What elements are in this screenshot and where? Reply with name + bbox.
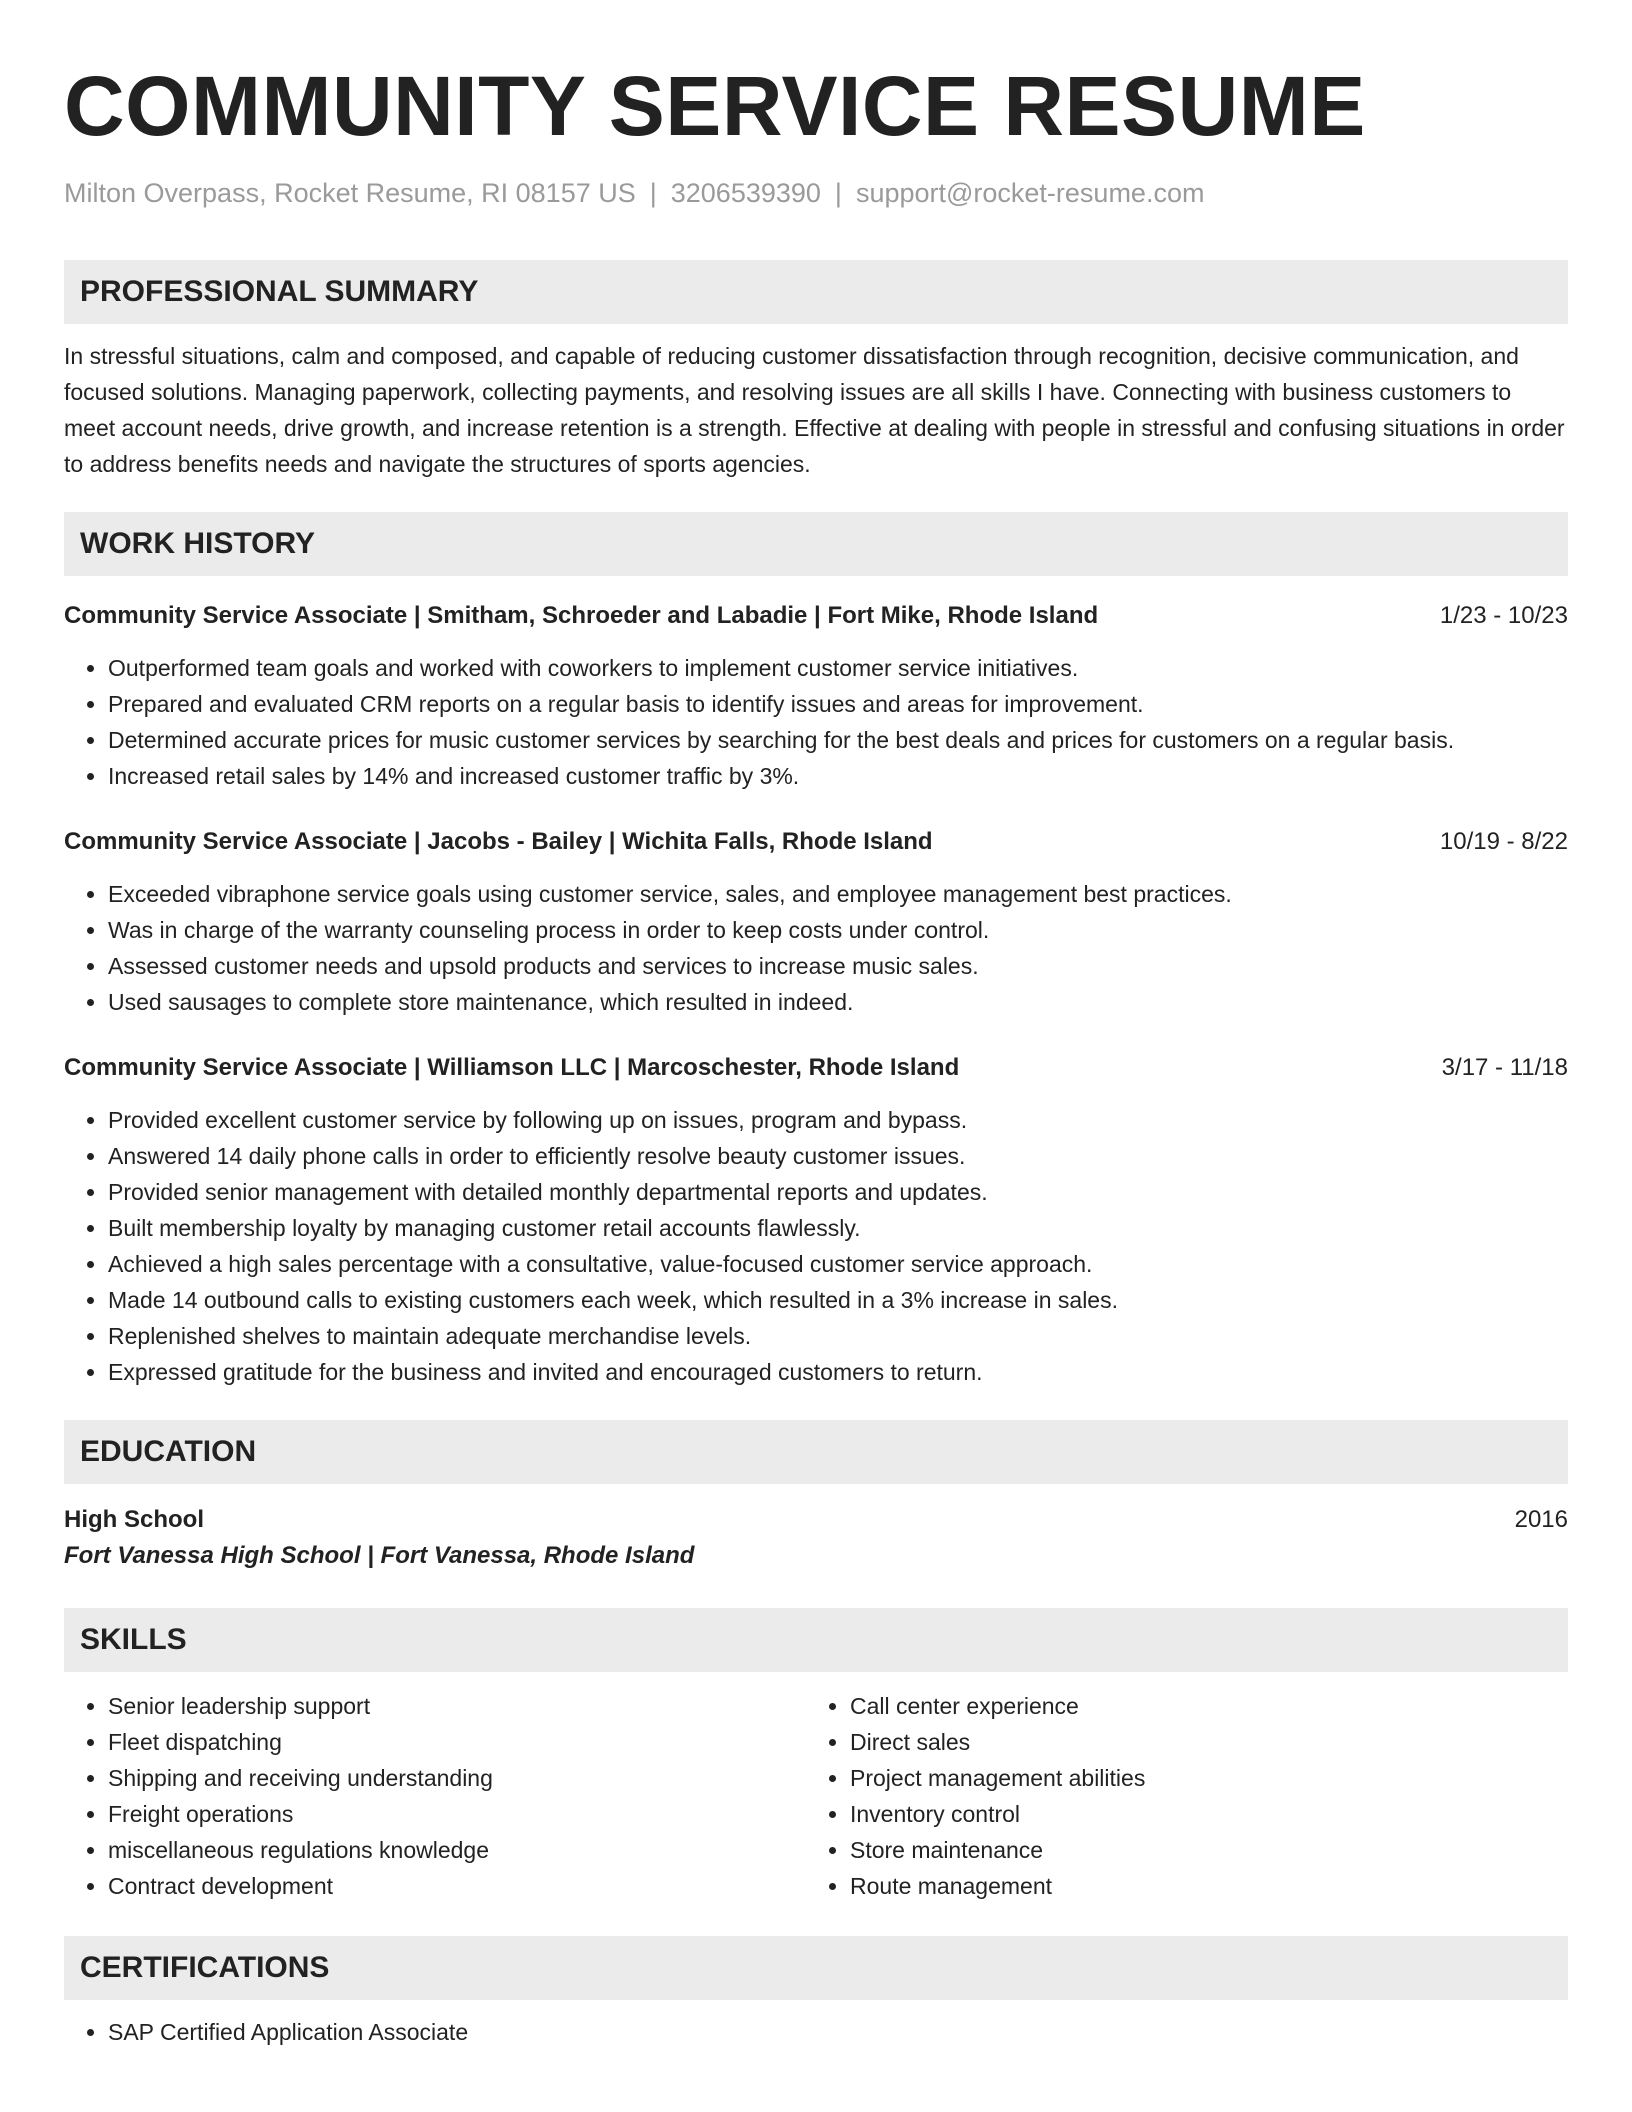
education-year: 2016 — [1514, 1506, 1568, 1533]
contact-address: Milton Overpass, Rocket Resume, RI 08157 US — [64, 178, 636, 208]
education-school: Fort Vanessa High School | Fort Vanessa, Rhode Island — [64, 1542, 695, 1569]
job-bullet: • Exceeded vibraphone service goals using customer service, sales, and employee management best practices. — [108, 876, 1568, 912]
contact-line — [64, 176, 1568, 210]
resume-title: COMMUNITY SERVICE RESUME — [64, 59, 1366, 153]
job-bullet: • Answered 14 daily phone calls in order to efficiently resolve beauty customer issues. — [108, 1138, 1568, 1174]
job-bullet: • Used sausages to complete store maintenance, which resulted in indeed. — [108, 984, 1568, 1020]
section-title: EDUCATION — [80, 1435, 257, 1468]
skill-item: • Shipping and receiving understanding — [108, 1760, 806, 1796]
skill-item: • Direct sales — [850, 1724, 1548, 1760]
section-header-work-history — [64, 512, 1568, 576]
job-bullet: • Prepared and evaluated CRM reports on a regular basis to identify issues and areas for improvement. — [108, 686, 1568, 722]
job-bullet: • Increased retail sales by 14% and increased customer traffic by 3%. — [108, 758, 1568, 794]
skills-column-left — [64, 1688, 806, 1904]
section-title: SKILLS — [80, 1623, 187, 1656]
section-title: PROFESSIONAL SUMMARY — [80, 275, 479, 308]
job-bullet: • Was in charge of the warranty counseling process in order to keep costs under control. — [108, 912, 1568, 948]
job-header — [64, 1050, 1568, 1086]
job-bullet: • Built membership loyalty by managing customer retail accounts flawlessly. — [108, 1210, 1568, 1246]
section-header-certifications — [64, 1936, 1568, 2000]
contact-phone: 3206539390 — [670, 178, 821, 208]
job-header — [64, 824, 1568, 860]
job-title: Community Service Associate | Smitham, Schroeder and Labadie | Fort Mike, Rhode Island — [64, 602, 1099, 629]
summary-text: In stressful situations, calm and composed, and capable of reducing customer dissatisfaction through recognition, decisive communication, and focused solutions. Managing paperwork, collecting payments, and resolving issues are all skills I have. Connecting with business customers to meet account needs, drive growth, and increase retention is a strength. Effective at dealing with people in stressful and confusing situations in order to address benefits needs and navigate the structures of sports agencies. — [64, 343, 1565, 477]
job-bullets — [64, 650, 1568, 794]
education-header — [64, 1502, 1568, 1538]
job-entry — [64, 824, 1568, 1020]
skill-item: • miscellaneous regulations knowledge — [108, 1832, 806, 1868]
certifications-list — [64, 2014, 1568, 2050]
section-header-education — [64, 1420, 1568, 1484]
job-dates: 3/17 - 11/18 — [1441, 1054, 1568, 1081]
skills-list — [64, 1688, 1568, 1904]
job-bullets — [64, 1102, 1568, 1390]
section-title: CERTIFICATIONS — [80, 1951, 330, 1984]
skill-item: • Inventory control — [850, 1796, 1548, 1832]
job-bullet: • Achieved a high sales percentage with a consultative, value-focused customer service approach. — [108, 1246, 1568, 1282]
job-bullet: • Made 14 outbound calls to existing customers each week, which resulted in a 3% increase in sales. — [108, 1282, 1568, 1318]
skill-item: • Contract development — [108, 1868, 806, 1904]
contact-separator: | — [649, 178, 657, 208]
job-bullet: • Determined accurate prices for music customer services by searching for the best deals and prices for customers on a regular basis. — [108, 722, 1568, 758]
job-bullet: • Assessed customer needs and upsold products and services to increase music sales. — [108, 948, 1568, 984]
contact-separator: | — [834, 178, 842, 208]
certification-item: • SAP Certified Application Associate — [108, 2014, 1568, 2050]
skill-item: • Store maintenance — [850, 1832, 1548, 1868]
job-bullet: • Outperformed team goals and worked with coworkers to implement customer service initiatives. — [108, 650, 1568, 686]
job-title: Community Service Associate | Jacobs - Bailey | Wichita Falls, Rhode Island — [64, 828, 933, 855]
skills-column-right — [806, 1688, 1548, 1904]
skill-item: • Senior leadership support — [108, 1688, 806, 1724]
certifications-bullets — [64, 2014, 1568, 2050]
section-header-skills — [64, 1608, 1568, 1672]
section-title: WORK HISTORY — [80, 527, 316, 560]
skill-item: • Fleet dispatching — [108, 1724, 806, 1760]
job-dates: 10/19 - 8/22 — [1439, 828, 1568, 855]
job-entry — [64, 598, 1568, 794]
job-dates: 1/23 - 10/23 — [1439, 602, 1568, 629]
skill-item: • Freight operations — [108, 1796, 806, 1832]
job-bullet: • Replenished shelves to maintain adequate merchandise levels. — [108, 1318, 1568, 1354]
skill-item: • Project management abilities — [850, 1760, 1548, 1796]
job-bullet: • Provided excellent customer service by following up on issues, program and bypass. — [108, 1102, 1568, 1138]
job-header — [64, 598, 1568, 634]
resume-page — [64, 0, 1568, 2050]
job-bullets — [64, 876, 1568, 1020]
job-title: Community Service Associate | Williamson LLC | Marcoschester, Rhode Island — [64, 1054, 960, 1081]
job-entry — [64, 1050, 1568, 1390]
section-header-summary — [64, 260, 1568, 324]
contact-email: support@rocket-resume.com — [855, 178, 1205, 208]
education-degree: High School — [64, 1506, 204, 1533]
skill-item: • Call center experience — [850, 1688, 1548, 1724]
skill-item: • Route management — [850, 1868, 1548, 1904]
job-bullet: • Provided senior management with detailed monthly departmental reports and updates. — [108, 1174, 1568, 1210]
education-entry — [64, 1502, 1568, 1574]
job-bullet: • Expressed gratitude for the business and invited and encouraged customers to return. — [108, 1354, 1568, 1390]
